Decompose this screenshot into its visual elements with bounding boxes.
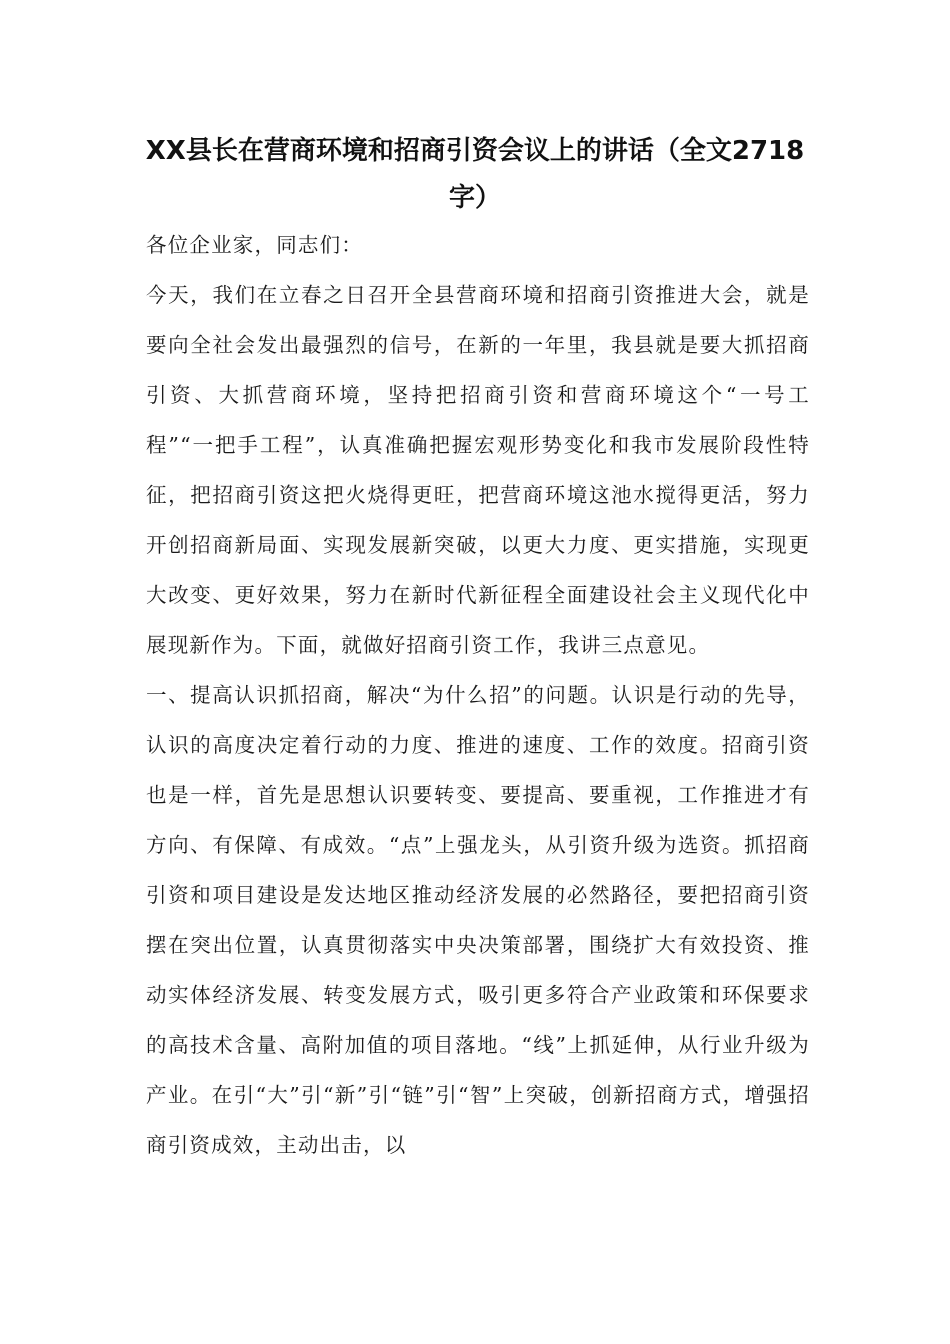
document-title: XX县长在营商环境和招商引资会议上的讲话（全文2718字） bbox=[145, 136, 805, 213]
document-body bbox=[146, 220, 810, 1170]
salutation-paragraph: 各位企业家，同志们： bbox=[146, 233, 363, 257]
section-one-paragraph: 一、提高认识抓招商，解决“为什么招”的问题。认识是行动的先导，认识的高度决定着行动的力度、推进的速度、工作的效度。招商引资也是一样，首先是思想认识要转变、要提高、要重视，工作推进才有方向、有保障、有成效。“点”上强龙头，从引资升级为选资。抓招商引资和项目建设是发达地区推动经济发展的必然路径，要把招商引资摆在突出位置，认真贯彻落实中央决策部署，围绕扩大有效投资、推动实体经济发展、转变发展方式，吸引更多符合产业政策和环保要求的高技术含量、高附加值的项目落地。“线”上抓延伸，从行业升级为产业。在引“大”引“新”引“链”引“智”上突破，创新招商方式，增强招商引资成效，主动出击，以 bbox=[146, 683, 810, 1157]
opening-paragraph: 今天，我们在立春之日召开全县营商环境和招商引资推进大会，就是要向全社会发出最强烈的信号，在新的一年里，我县就是要大抓招商引资、大抓营商环境，坚持把招商引资和营商环境这个“一号工程”“一把手工程”，认真准确把握宏观形势变化和我市发展阶段性特征，把招商引资这把火烧得更旺，把营商环境这池水搅得更活，努力开创招商新局面、实现发展新突破，以更大力度、更实措施，实现更大改变、更好效果，努力在新时代新征程全面建设社会主义现代化中展现新作为。下面，就做好招商引资工作，我讲三点意见。 bbox=[146, 283, 810, 657]
